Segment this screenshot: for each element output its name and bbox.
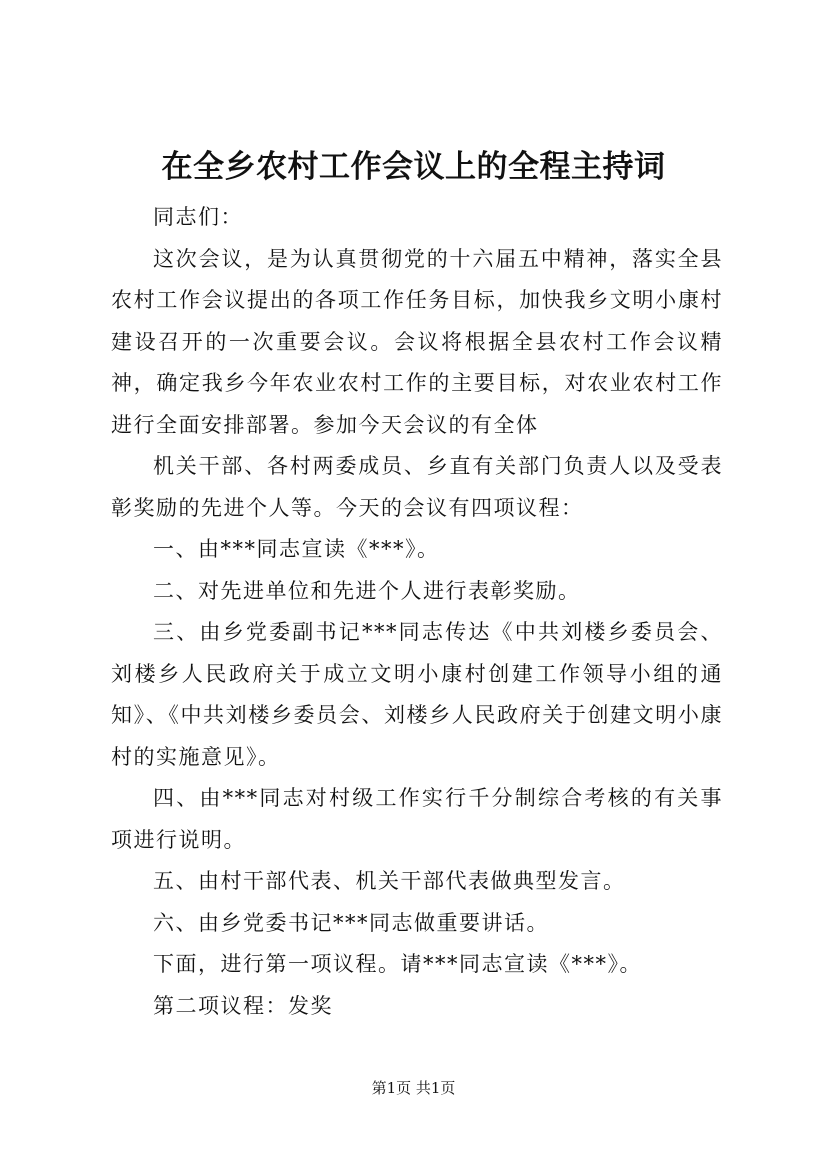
document-title: 在全乡农村工作会议上的全程主持词 bbox=[161, 149, 666, 185]
agenda-item-6: 六、由乡党委书记***同志做重要讲话。 bbox=[153, 910, 549, 935]
paragraph-second-item: 第二项议程：发奖 bbox=[153, 993, 333, 1018]
paragraph-first-item: 下面，进行第一项议程。请***同志宣读《***》。 bbox=[153, 952, 642, 976]
agenda-item-3: 三、由乡党委副书记***同志传达《中共刘楼乡委员会、刘楼乡人民政府关于成立文明小康村创建工作领导小组的通知》、《中共刘楼乡委员会、刘楼乡人民政府关于创建文明小康村的实施意见》。 bbox=[111, 620, 723, 769]
agenda-item-1: 一、由***同志宣读《***》。 bbox=[153, 537, 440, 561]
paragraph-attendees: 机关干部、各村两委成员、乡直有关部门负责人以及受表彰奖励的先进个人等。今天的会议有四项议程： bbox=[111, 454, 723, 520]
agenda-item-5: 五、由村干部代表、机关干部代表做典型发言。 bbox=[153, 869, 626, 893]
paragraph-salutation: 同志们： bbox=[153, 205, 243, 229]
page-footer: 第1页 共1页 bbox=[371, 1079, 456, 1097]
document-body bbox=[111, 197, 723, 1027]
agenda-item-4: 四、由***同志对村级工作实行千分制综合考核的有关事项进行说明。 bbox=[111, 786, 723, 852]
agenda-item-2: 二、对先进单位和先进个人进行表彰奖励。 bbox=[153, 578, 581, 603]
paragraph-intro: 这次会议，是为认真贯彻党的十六届五中精神，落实全县农村工作会议提出的各项工作任务目标，加快我乡文明小康村建设召开的一次重要会议。会议将根据全县农村工作会议精神，确定我乡今年农业农村工作的主要目标，对农业农村工作进行全面安排部署。参加今天会议的有全体 bbox=[111, 246, 723, 437]
